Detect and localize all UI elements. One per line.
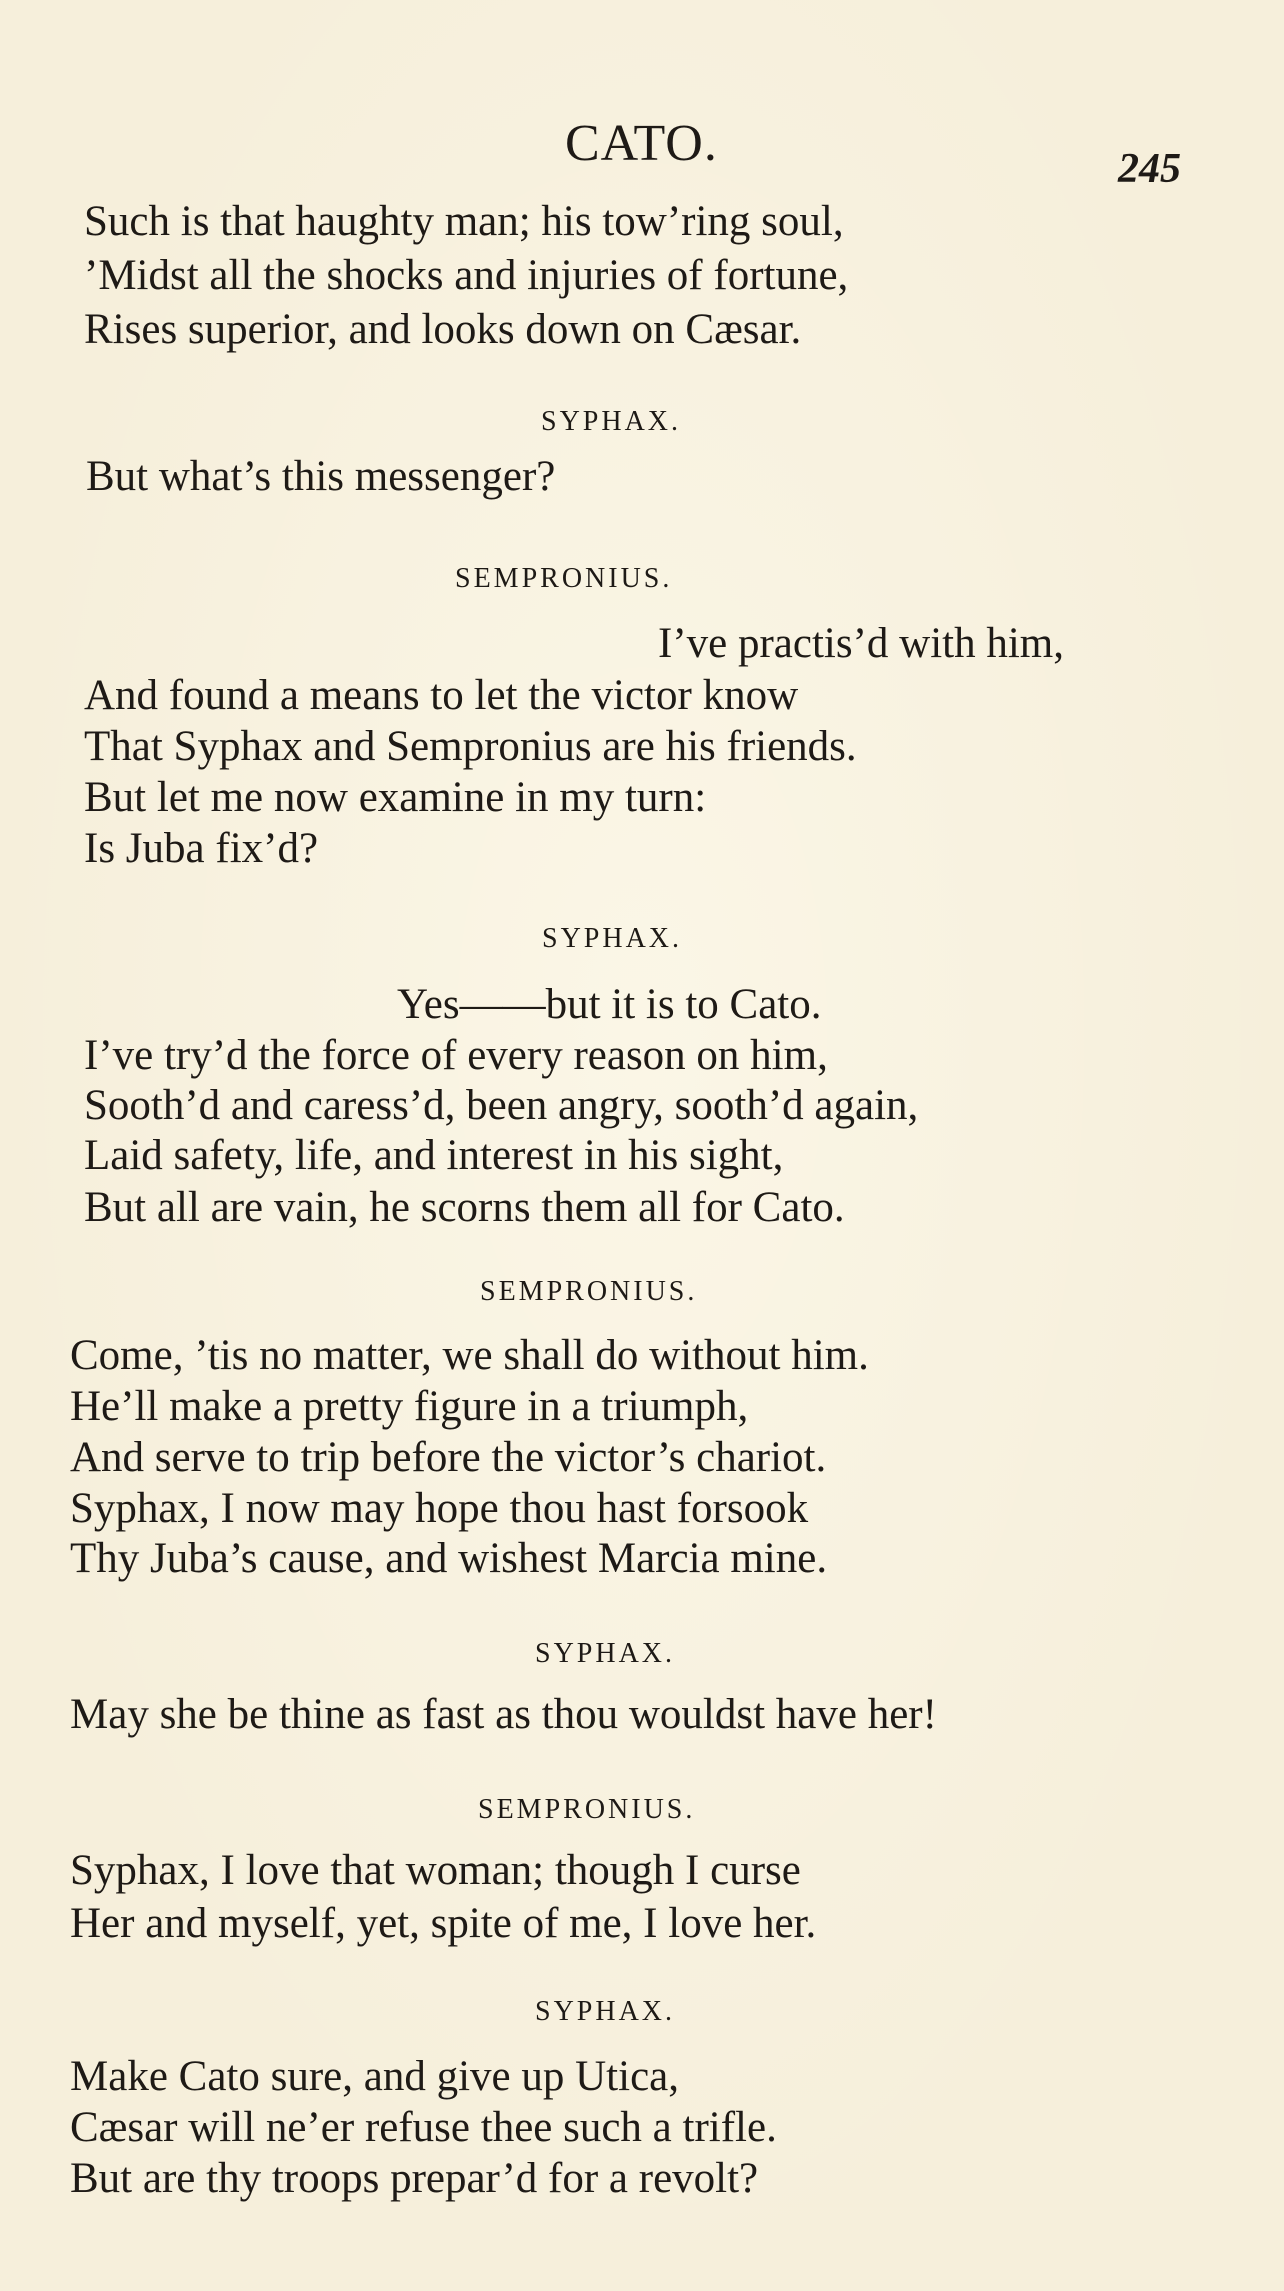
speaker-heading: SYPHAX. — [535, 1996, 676, 2027]
verse-line: I’ve practis’d with him, — [658, 620, 1065, 667]
verse-line: But are thy troops prepar’d for a revolt? — [70, 2155, 759, 2202]
verse-line: Syphax, I now may hope thou hast forsook — [70, 1485, 809, 1532]
verse-line: Make Cato sure, and give up Utica, — [70, 2053, 679, 2100]
verse-line: And found a means to let the victor know — [84, 672, 799, 719]
verse-line: Thy Juba’s cause, and wishest Marcia mine. — [70, 1535, 828, 1582]
running-head: CATO. — [565, 115, 718, 172]
verse-line: But let me now examine in my turn: — [84, 774, 707, 821]
verse-line: Cæsar will ne’er refuse thee such a trifle. — [70, 2104, 777, 2151]
verse-line: Come, ’tis no matter, we shall do without him. — [70, 1332, 869, 1379]
verse-line: That Syphax and Sempronius are his friends. — [84, 723, 857, 770]
verse-line: And serve to trip before the victor’s chariot. — [70, 1434, 827, 1481]
verse-line: Is Juba fix’d? — [84, 825, 319, 872]
speaker-heading: SYPHAX. — [541, 406, 682, 437]
verse-line: Such is that haughty man; his tow’ring soul, — [84, 198, 844, 245]
verse-line: Laid safety, life, and interest in his sight, — [84, 1132, 784, 1179]
speaker-heading: SYPHAX. — [535, 1638, 676, 1669]
speaker-heading: SEMPRONIUS. — [480, 1276, 698, 1307]
verse-line: ’Midst all the shocks and injuries of fortune, — [84, 252, 849, 299]
verse-line: Yes——but it is to Cato. — [397, 981, 822, 1028]
verse-line: Rises superior, and looks down on Cæsar. — [84, 306, 802, 353]
verse-line: But what’s this messenger? — [86, 453, 556, 500]
verse-line: He’ll make a pretty figure in a triumph, — [70, 1383, 749, 1430]
verse-line: Her and myself, yet, spite of me, I love her. — [70, 1900, 817, 1947]
verse-line: Syphax, I love that woman; though I curse — [70, 1847, 801, 1894]
verse-line: I’ve try’d the force of every reason on him, — [84, 1032, 828, 1079]
speaker-heading: SYPHAX. — [542, 923, 683, 954]
verse-line: Sooth’d and caress’d, been angry, sooth’d again, — [84, 1082, 919, 1129]
verse-line: But all are vain, he scorns them all for Cato. — [84, 1184, 845, 1231]
speaker-heading: SEMPRONIUS. — [455, 563, 673, 594]
speaker-heading: SEMPRONIUS. — [478, 1794, 696, 1825]
verse-line: May she be thine as fast as thou wouldst have her! — [70, 1691, 937, 1738]
page-number: 245 — [1118, 146, 1181, 192]
